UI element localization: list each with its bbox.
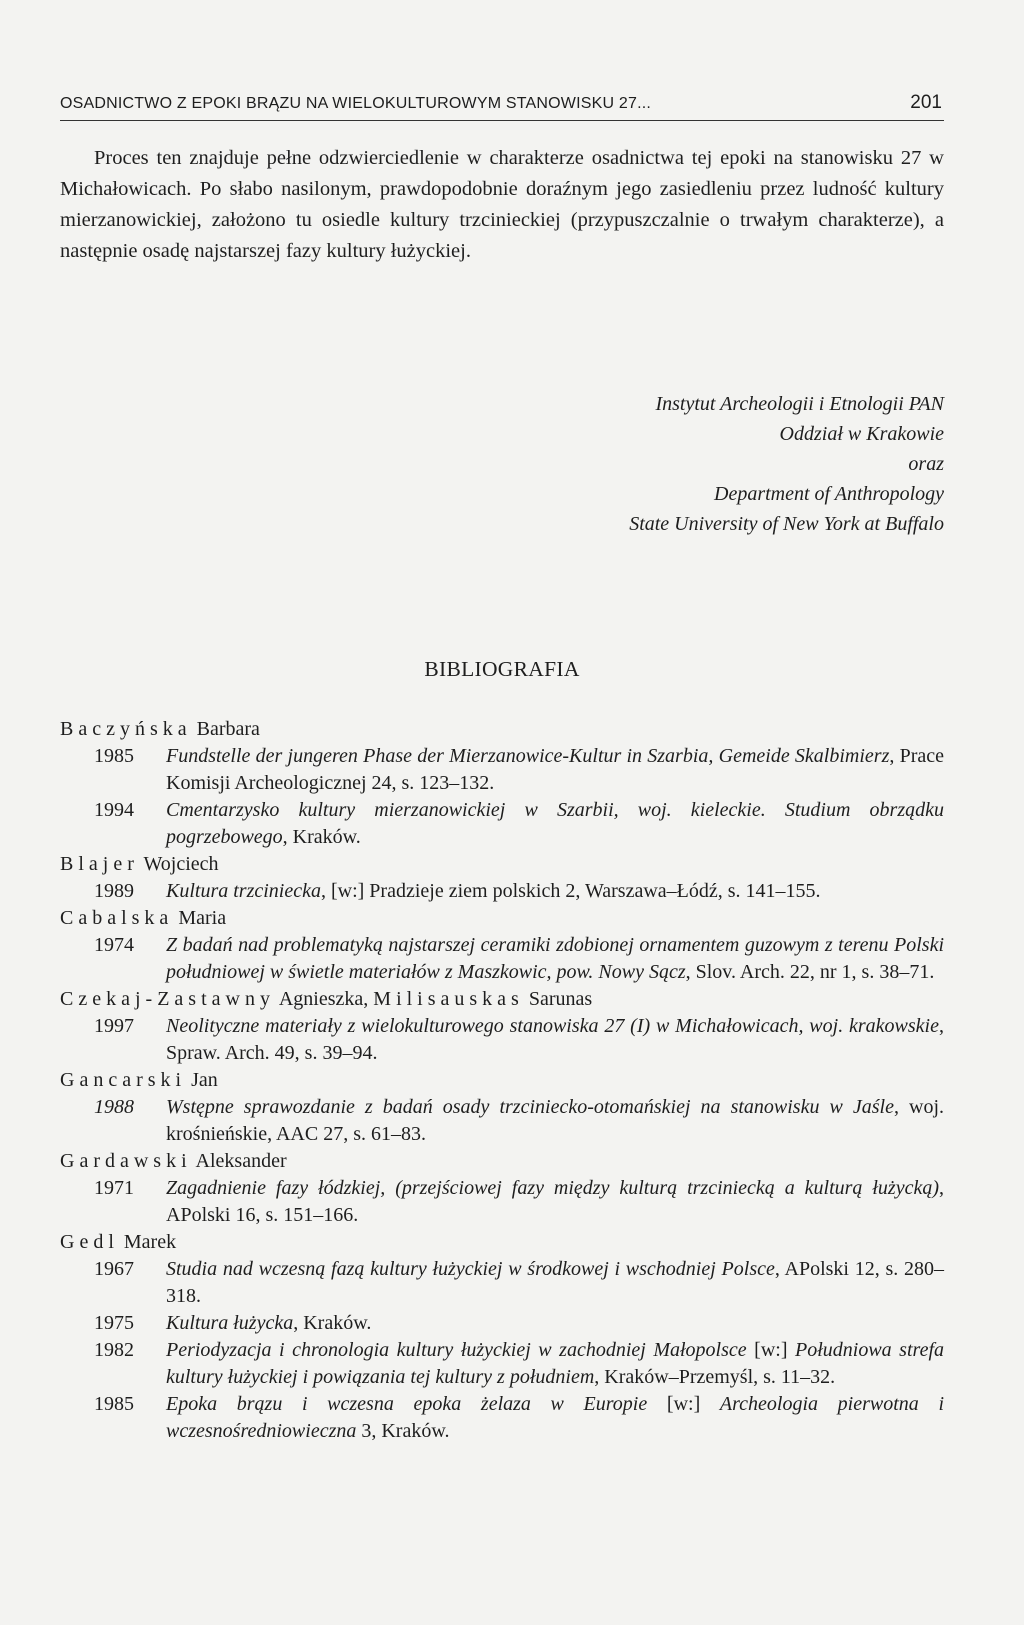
entry-year: 1982: [94, 1339, 134, 1361]
bib-entry: [60, 1310, 944, 1337]
bib-entry: [60, 1013, 944, 1067]
bib-entry: [60, 1337, 944, 1391]
entry-year: 1988: [94, 1096, 134, 1118]
entry-year: 1989: [94, 880, 134, 902]
entry-reference: [166, 1013, 944, 1067]
affiliation-line: State University of New York at Buffalo: [629, 513, 944, 535]
author-surname: Gancarski: [60, 1069, 187, 1091]
author-surname: Czekaj-Zastawny: [60, 988, 275, 1010]
bib-entry: [60, 797, 944, 851]
entry-title: Kultura łużycka: [166, 1312, 294, 1334]
entry-details: , woj. krośnieńskie, AAC 27, s. 61–83.: [166, 1096, 944, 1145]
entry-year: 1975: [94, 1312, 134, 1334]
entry-details: , Slov. Arch. 22, nr 1, s. 38–71.: [685, 961, 935, 983]
entry-year: 1971: [94, 1177, 134, 1199]
entry-details: 3, Kraków.: [356, 1420, 450, 1442]
entry-reference: [166, 743, 944, 797]
author-first-name: Maria: [178, 907, 227, 929]
affiliation-line: Oddział w Krakowie: [779, 423, 944, 445]
entry-reference: [166, 1337, 944, 1391]
entry-title: Periodyzacja i chronologia kultury łużyckiej w zachodniej Małopolsce: [166, 1339, 747, 1361]
bib-entry: [60, 1094, 944, 1148]
bib-author: [60, 986, 944, 1013]
author-surname: Gedl: [60, 1231, 119, 1253]
entry-connector: [w:]: [746, 1339, 795, 1361]
entry-details: , Kraków.: [293, 1312, 372, 1334]
entry-title: Cmentarzysko kultury mierzanowickiej w Szarbii, woj. kieleckie. Studium obrządku pogrzebowego: [166, 799, 944, 848]
author-surname: Milisauskas: [373, 988, 524, 1010]
author-first-name: Wojciech: [143, 853, 219, 875]
entry-reference: [166, 797, 944, 851]
running-head-title: OSADNICTWO Z EPOKI BRĄZU NA WIELOKULTUROWYM STANOWISKU 27...: [60, 95, 652, 112]
entry-title: Wstępne sprawozdanie z badań osady trzciniecko-otomańskiej na stanowisku w Jaśle: [166, 1096, 894, 1118]
entry-year: 1974: [94, 934, 134, 956]
entry-title: Neolityczne materiały z wielokulturowego stanowiska 27 (I) w Michałowicach, woj. krakowskie: [166, 1015, 939, 1037]
entry-details: , Spraw. Arch. 49, s. 39–94.: [166, 1015, 944, 1064]
entry-reference: [166, 932, 944, 986]
bibliography-heading: BIBLIOGRAFIA: [424, 657, 580, 681]
entry-details: , Prace Komisji Archeologicznej 24, s. 123–132.: [166, 745, 944, 794]
bibliography-list: [60, 716, 944, 1445]
entry-title: Fundstelle der jungeren Phase der Mierzanowice-Kultur in Szarbia, Gemeide Skalbimierz: [166, 745, 890, 767]
author-surname: Blajer: [60, 853, 139, 875]
affiliation-line: Department of Anthropology: [714, 483, 944, 505]
bib-entry: [60, 743, 944, 797]
page-number: 201: [910, 92, 942, 113]
entry-details: , APolski 12, s. 280–318.: [166, 1258, 944, 1307]
entry-year: 1985: [94, 1393, 134, 1415]
author-affiliation: [344, 389, 944, 539]
author-first-name: Jan: [191, 1069, 218, 1091]
entry-details: , Kraków–Przemyśl, s. 11–32.: [594, 1366, 836, 1388]
entry-year: 1994: [94, 799, 134, 821]
affiliation-line: Instytut Archeologii i Etnologii PAN: [655, 393, 944, 415]
entry-year: 1985: [94, 745, 134, 767]
entry-details: , APolski 16, s. 151–166.: [166, 1177, 944, 1226]
entry-reference: [166, 1391, 944, 1445]
entry-connector: [w:]: [647, 1393, 720, 1415]
entry-reference: [166, 878, 944, 905]
entry-title: Zagadnienie fazy łódzkiej, (przejściowej fazy między kulturą trzciniecką a kulturą łużycką): [166, 1177, 939, 1199]
entry-container-title: Południowa strefa kultury łużyckiej i powiązania tej kultury z południem: [166, 1339, 944, 1388]
bib-entry: [60, 1175, 944, 1229]
entry-reference: [166, 1175, 944, 1229]
entry-title: Kultura trzciniecka: [166, 880, 321, 902]
entry-year: 1967: [94, 1258, 134, 1280]
author-surname: Baczyńska: [60, 718, 192, 740]
author-first-name: Sarunas: [528, 988, 593, 1010]
author-first-name: Agnieszka,: [278, 988, 369, 1010]
author-first-name: Barbara: [196, 718, 260, 740]
entry-details: , Kraków.: [282, 826, 361, 848]
affiliation-line: oraz: [908, 453, 944, 475]
bib-entry: [60, 878, 944, 905]
author-surname: Cabalska: [60, 907, 174, 929]
bib-author: [60, 716, 944, 743]
bib-author: [60, 905, 944, 932]
bib-author: [60, 1067, 944, 1094]
entry-details: , [w:] Pradzieje ziem polskich 2, Warszawa–Łódź, s. 141–155.: [320, 880, 821, 902]
bib-author: [60, 1229, 944, 1256]
entry-reference: [166, 1310, 944, 1337]
bib-entry: [60, 1391, 944, 1445]
intro-paragraph: Proces ten znajduje pełne odzwierciedlenie w charakterze osadnictwa tej epoki na stanowisku 27 w Michałowicach. Po słabo nasilonym, prawdopodobnie doraźnym jego zasiedleniu przez ludność kultury mierzanowickiej, założono tu osiedle kultury trzcinieckiej (przypuszczalnie o trwałym charakterze), a następnie osadę najstarszej fazy kultury łużyckiej.: [60, 147, 944, 262]
running-head: [60, 92, 944, 121]
entry-title: Studia nad wczesną fazą kultury łużyckiej w środkowej i wschodniej Polsce: [166, 1258, 775, 1280]
bib-author: [60, 851, 944, 878]
entry-reference: [166, 1094, 944, 1148]
author-surname: Gardawski: [60, 1150, 192, 1172]
entry-reference: [166, 1256, 944, 1310]
bib-entry: [60, 932, 944, 986]
entry-title: Epoka brązu i wczesna epoka żelaza w Europie: [166, 1393, 648, 1415]
entry-title: Z badań nad problematyką najstarszej ceramiki zdobionej ornamentem guzowym z terenu Polski południowej w świetle materiałów z Maszkowic, pow. Nowy Sącz: [166, 934, 944, 983]
entry-year: 1997: [94, 1015, 134, 1037]
bib-entry: [60, 1256, 944, 1310]
entry-container-title: Archeologia pierwotna i wczesnośredniowieczna: [166, 1393, 944, 1442]
author-first-name: Marek: [123, 1231, 177, 1253]
author-first-name: Aleksander: [195, 1150, 287, 1172]
bib-author: [60, 1148, 944, 1175]
